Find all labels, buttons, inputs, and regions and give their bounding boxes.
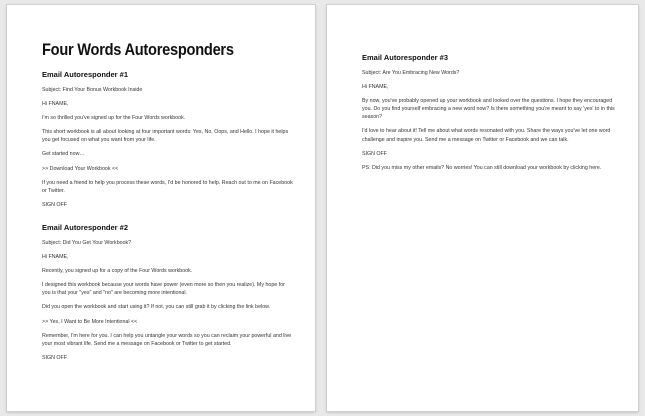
email-3-signoff: SIGN OFF	[362, 150, 388, 157]
page-2-content	[362, 53, 616, 178]
email-2-paragraph-2: I designed this workbook because your words have power (even more so then you realize). My hope for you is that your "yes" and "no" are becoming more intentional.	[42, 282, 285, 297]
email-2-intentional-link[interactable]: >> Yes, I Want to Be More Intentional <<	[42, 318, 138, 325]
email-1-signoff: SIGN OFF	[42, 201, 68, 208]
email-1-paragraph-1: I'm so thrilled you've signed up for the Four Words workbook.	[42, 115, 186, 122]
email-2-heading: Email Autoresponder #2	[42, 222, 128, 232]
email-2-greeting: Hi FNAME,	[42, 254, 69, 261]
email-1-paragraph-4: If you need a friend to help you process these words, I'd be honored to help. Reach out to me on Facebook or Twitter.	[42, 179, 293, 194]
section-spacer	[42, 215, 293, 223]
email-3-paragraph-1: By now, you've probably opened up your workbook and looked over the questions. I hope they encouraged you. Do you find yourself embracing a new word now? Is there something you're meant to say 'yes' to in this season?	[362, 98, 615, 121]
email-1-download-link[interactable]: >> Download Your Workbook <<	[42, 165, 119, 172]
email-3-ps: PS: Did you miss my other emails? No worries! You can still download your workbook by clicking here.	[362, 164, 602, 171]
email-2-paragraph-3: Did you open the workbook and start using it? If not, you can still grab it by clicking the link below.	[42, 304, 271, 311]
email-1-paragraph-2: This short workbook is all about looking at four important words: Yes, No, Oops, and Hello. I hope it helps you get focused on what you want from your life.	[42, 129, 289, 144]
email-3-greeting: Hi FNAME,	[362, 84, 389, 91]
document-page-1	[7, 5, 315, 411]
email-2-subject: Subject: Did You Get Your Workbook?	[42, 239, 132, 246]
email-3-subject: Subject: Are You Embracing New Words?	[362, 70, 460, 76]
document-page-2	[327, 5, 638, 411]
document-title: Four Words Autoresponders	[42, 40, 234, 59]
email-3-paragraph-2: I'd love to hear about it! Tell me about what words resonated with you. Share the ways you've let one word challenge and inspire you. Send me a message on Twitter or Facebook and we can talk.	[362, 128, 611, 143]
email-3-heading: Email Autoresponder #3	[362, 53, 448, 62]
email-1-subject: Subject: Find Your Bonus Workbook Inside	[42, 87, 143, 93]
email-2-signoff: SIGN OFF	[42, 354, 68, 361]
email-1-greeting: Hi FNAME,	[42, 101, 69, 108]
email-2-paragraph-4: Remember, I'm here for you. I can help you untangle your words so you can reclaim your powerful and live your most vibrant life. Send me a message on Facebook or Twitter to get started.	[42, 332, 292, 347]
email-2-paragraph-1: Recently, you signed up for a copy of the Four Words workbook.	[42, 268, 193, 275]
email-1-paragraph-3: Get started now…	[42, 151, 85, 158]
page-1-content	[42, 41, 293, 368]
email-1-heading: Email Autoresponder #1	[42, 70, 128, 79]
